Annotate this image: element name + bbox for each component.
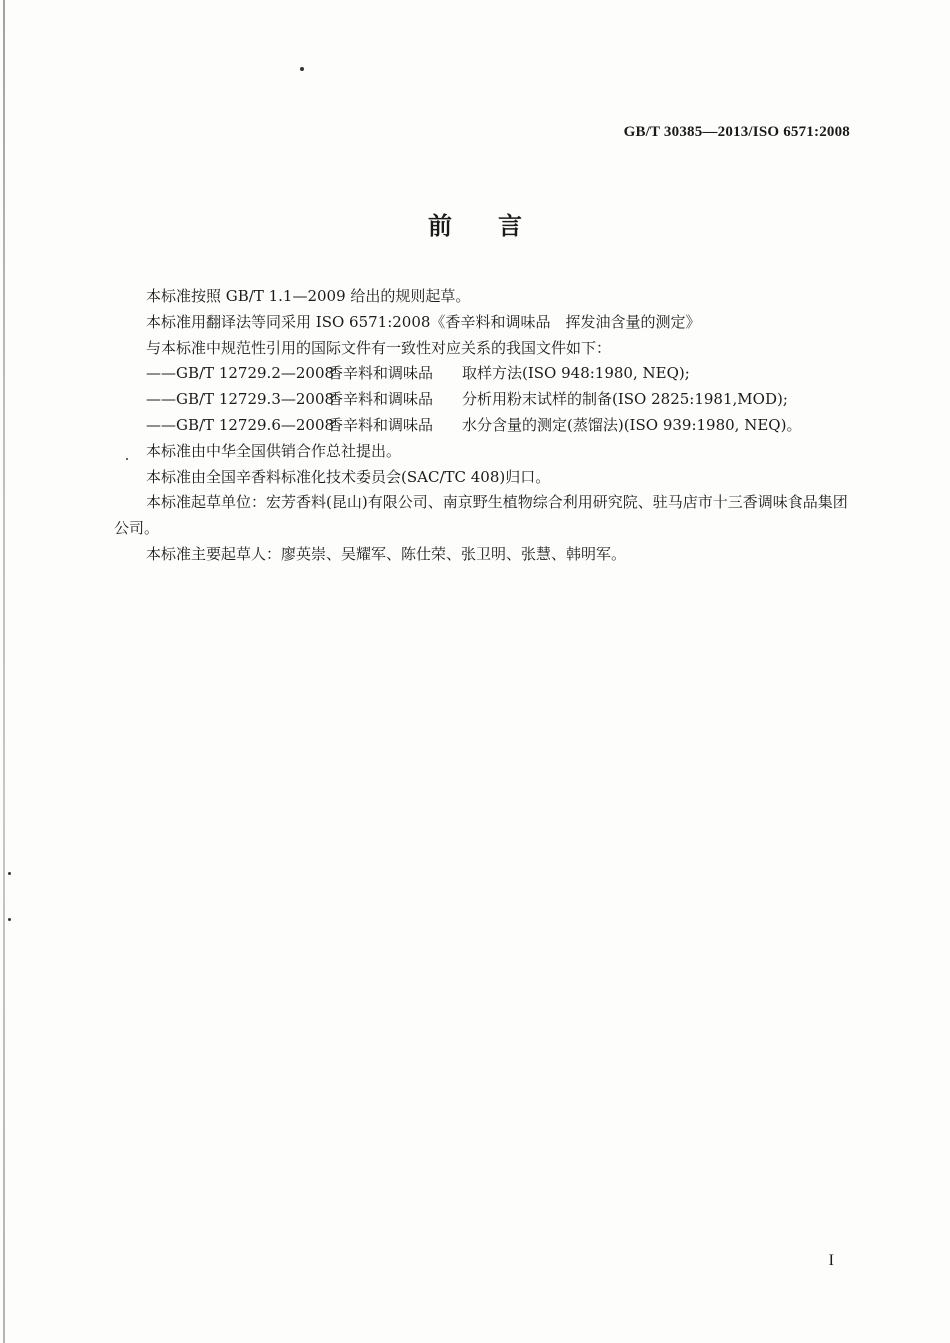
page-number: I xyxy=(828,1252,834,1269)
reference-item xyxy=(114,413,854,439)
paragraph-committee: 本标准由全国辛香料标准化技术委员会(SAC/TC 408)归口。 xyxy=(146,467,551,486)
scan-edge-shadow xyxy=(3,0,5,1343)
reference-item xyxy=(114,387,854,413)
reference-item xyxy=(114,361,854,387)
reference-title: 分析用粉末试样的制备(ISO 2825:1981,MOD); xyxy=(462,390,788,409)
reference-code: ——GB/T 12729.3—2008 xyxy=(146,390,335,409)
reference-series: 香辛料和调味品 xyxy=(328,364,434,383)
paragraph-drafters: 本标准主要起草人：廖英崇、吴耀军、陈仕荣、张卫明、张慧、韩明军。 xyxy=(146,544,627,563)
scan-speck xyxy=(300,67,304,71)
paragraph-drafting-rules: 本标准按照 GB/T 1.1—2009 给出的规则起草。 xyxy=(146,287,471,305)
scan-speck xyxy=(8,918,11,921)
foreword-body xyxy=(114,284,854,568)
reference-series: 香辛料和调味品 xyxy=(328,415,434,434)
reference-title: 取样方法(ISO 948:1980, NEQ); xyxy=(462,364,690,383)
reference-code: ——GB/T 12729.6—2008 xyxy=(146,415,335,434)
paragraph-correspondence-intro: 与本标准中规范性引用的国际文件有一致性对应关系的我国文件如下： xyxy=(146,338,612,357)
reference-title: 水分含量的测定(蒸馏法)(ISO 939:1980, NEQ)。 xyxy=(462,415,802,434)
scan-speck xyxy=(8,872,11,875)
standard-code: GB/T 30385—2013/ISO 6571:2008 xyxy=(623,124,850,140)
paragraph-proposer: 本标准由中华全国供销合作总社提出。 xyxy=(146,441,402,460)
reference-code: ——GB/T 12729.2—2008 xyxy=(146,364,335,383)
reference-series: 香辛料和调味品 xyxy=(328,390,434,409)
paragraph-drafting-units: 本标准起草单位：宏芳香料(昆山)有限公司、南京野生植物综合利用研究院、驻马店市十三香调味食品集团公司。 xyxy=(114,493,848,538)
paragraph-adoption: 本标准用翻译法等同采用 ISO 6571:2008《香辛料和调味品 挥发油含量的测定》 xyxy=(146,312,701,331)
page-title: 前言 xyxy=(428,212,568,240)
